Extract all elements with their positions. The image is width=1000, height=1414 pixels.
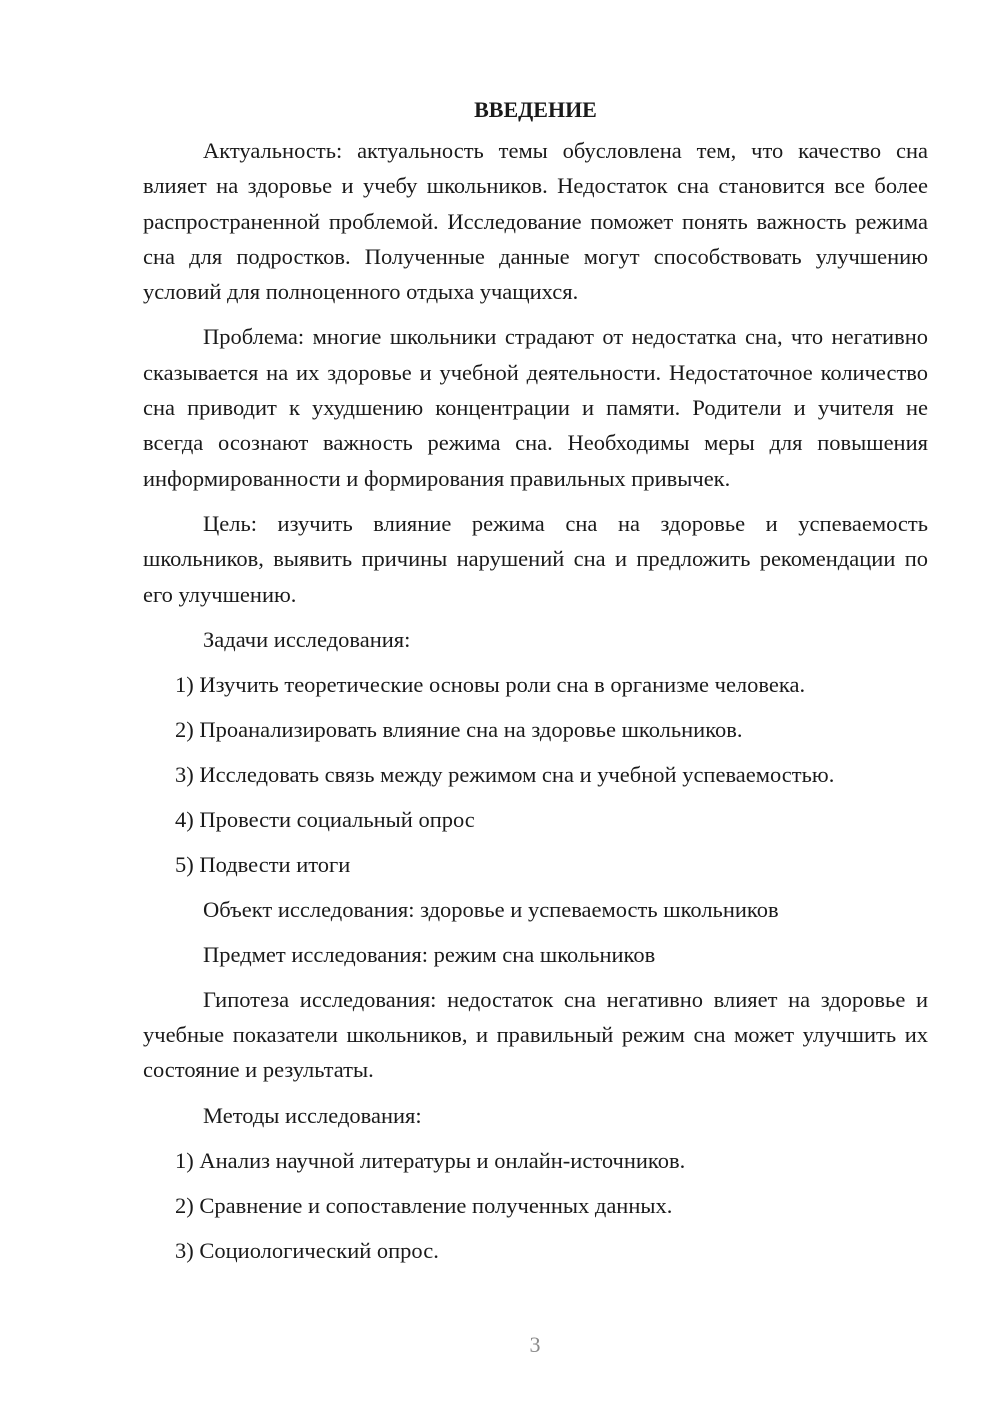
research-subject: Предмет исследования: режим сна школьников [203, 941, 656, 967]
task-item: 3) Исследовать связь между режимом сна и учебной успеваемостью. [175, 761, 835, 787]
relevance-paragraph: Актуальность: актуальность темы обусловлена тем, что качество сна влияет на здоровье и учебу школьников. Недостаток сна становится все более распространенной проблемой. Исследование поможет понять важность режима сна для подростков. Полученные данные могут способствовать улучшению условий для полноценного отдыха учащихся. [143, 138, 928, 305]
tasks-heading: Задачи исследования: [203, 626, 411, 652]
method-item: 1) Анализ научной литературы и онлайн-источников. [175, 1147, 686, 1173]
section-heading: ВВЕДЕНИЕ [474, 97, 597, 122]
goal-paragraph: Цель: изучить влияние режима сна на здоровье и успеваемость школьников, выявить причины нарушений сна и предложить рекомендации по его улучшению. [143, 510, 928, 607]
document-page [143, 92, 928, 1278]
task-item: 1) Изучить теоретические основы роли сна в организме человека. [175, 671, 806, 697]
problem-paragraph: Проблема: многие школьники страдают от недостатка сна, что негативно сказывается на их здоровье и учебной деятельности. Недостаточное количество сна приводит к ухудшению концентрации и памяти. Родители и учителя не всегда осознают важность режима сна. Необходимы меры для повышения информированности и формирования правильных привычек. [143, 324, 928, 491]
page-number: 3 [529, 1332, 541, 1357]
method-item: 2) Сравнение и сопоставление полученных данных. [175, 1192, 673, 1218]
method-item: 3) Социологический опрос. [175, 1237, 439, 1263]
research-object: Объект исследования: здоровье и успеваемость школьников [203, 896, 779, 922]
task-item: 2) Проанализировать влияние сна на здоровье школьников. [175, 716, 743, 742]
task-item: 4) Провести социальный опрос [175, 806, 475, 832]
task-item: 5) Подвести итоги [175, 851, 351, 877]
methods-heading: Методы исследования: [203, 1102, 422, 1128]
hypothesis-paragraph: Гипотеза исследования: недостаток сна негативно влияет на здоровье и учебные показатели школьников, и правильный режим сна может улучшить их состояние и результаты. [143, 986, 928, 1083]
